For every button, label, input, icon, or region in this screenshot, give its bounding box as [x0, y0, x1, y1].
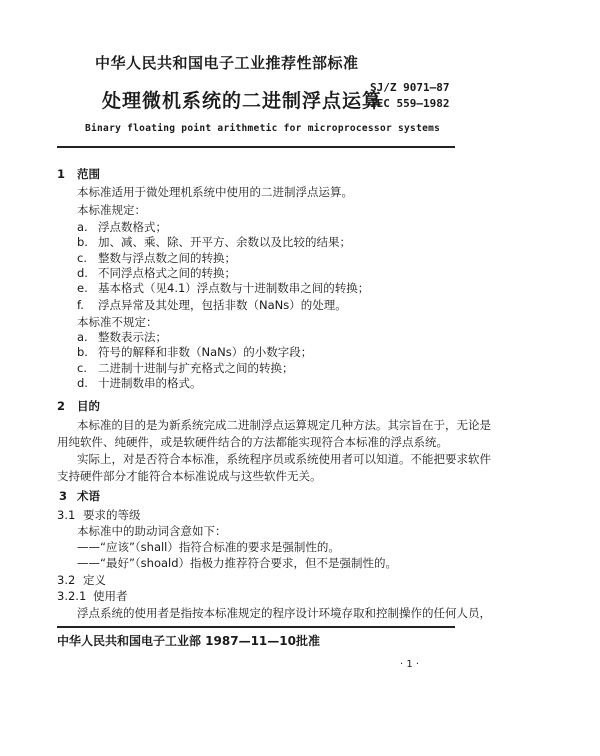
- paragraph: 本标准规定：: [77, 203, 146, 217]
- header-divider: [57, 146, 455, 148]
- subsection-number: 3.2: [57, 573, 76, 587]
- list-item-key: d.: [77, 376, 88, 390]
- document-title: 处理微机系统的二进制浮点运算: [102, 90, 383, 112]
- paragraph: 本标准不规定：: [77, 315, 158, 329]
- list-item: 浮点异常及其处理，包括非数（NaNs）的处理。: [98, 298, 347, 312]
- list-item: 加、减、乘、除、开平方、余数以及比较的结果；: [98, 235, 351, 249]
- subsection-title: 定义: [83, 573, 106, 587]
- subsection-number: 3.2.1: [57, 589, 87, 603]
- standard-code-sj: SJ/Z 9071—87: [370, 81, 450, 94]
- english-title: Binary floating point arithmetic for microprocessor systems: [85, 123, 441, 134]
- paragraph-line: 本标准的目的是为新系统完成二进制浮点运算规定几种方法。其宗旨在于，无论是: [77, 418, 491, 432]
- paragraph-line: 实际上，对是否符合本标准，系统程序员或系统使用者可以知道。不能把要求软件: [77, 452, 491, 466]
- list-item-key: f.: [77, 298, 84, 312]
- paragraph: 浮点系统的使用者是指按本标准规定的程序设计环境存取和控制操作的任何人员，: [77, 606, 491, 620]
- list-item: 十进制数串的格式。: [98, 376, 202, 390]
- section-number: 2: [57, 399, 66, 413]
- list-item-key: d.: [77, 266, 88, 280]
- list-item: 整数与浮点数之间的转换；: [98, 251, 236, 265]
- section-number: 1: [57, 167, 66, 181]
- issuing-authority: 中华人民共和国电子工业推荐性部标准: [95, 54, 359, 72]
- list-item-key: b.: [77, 235, 88, 249]
- standard-code-iec: IEC 559—1982: [370, 97, 450, 110]
- subsection-number: 3.1: [57, 508, 76, 522]
- approval-line: 中华人民共和国电子工业部 1987—11—10批准: [57, 634, 320, 648]
- list-item-key: a.: [77, 220, 88, 234]
- page-number: · 1 ·: [400, 659, 420, 670]
- list-item: ——“最好”（shoald）指极力推荐符合要求，但不是强制性的。: [77, 556, 398, 570]
- list-item: 浮点数格式；: [98, 220, 167, 234]
- list-item-key: c.: [77, 251, 87, 265]
- paragraph: 本标准适用于微处理机系统中使用的二进制浮点运算。: [77, 185, 353, 199]
- section-number: 3: [59, 489, 68, 503]
- list-item: 二进制十进制与扩充格式之间的转换；: [98, 361, 294, 375]
- list-item-key: e.: [77, 281, 88, 295]
- list-item: 基本格式（见4.1）浮点数与十进制数串之间的转换；: [98, 281, 370, 295]
- paragraph-line: 用纯软件、纯硬件，或是软硬件结合的方法都能实现符合本标准的浮点系统。: [57, 435, 448, 449]
- list-item-key: a.: [77, 330, 88, 344]
- list-item: 整数表示法；: [98, 330, 167, 344]
- subsection-title: 使用者: [93, 589, 128, 603]
- section-title: 术语: [77, 489, 100, 503]
- list-item-key: b.: [77, 345, 88, 359]
- paragraph: 本标准中的助动词含意如下：: [77, 524, 227, 538]
- subsection-title: 要求的等级: [83, 508, 141, 522]
- section-title: 目的: [77, 399, 100, 413]
- list-item-key: c.: [77, 361, 87, 375]
- list-item: ——“应该”（shall）指符合标准的要求是强制性的。: [77, 540, 340, 554]
- section-title: 范围: [77, 167, 100, 181]
- list-item: 符号的解释和非数（NaNs）的小数字段；: [98, 345, 313, 359]
- paragraph-line: 支持硬件部分才能符合本标准说成与这些软件无关。: [57, 469, 322, 483]
- list-item: 不同浮点格式之间的转换；: [98, 266, 236, 280]
- footer-divider: [57, 626, 455, 628]
